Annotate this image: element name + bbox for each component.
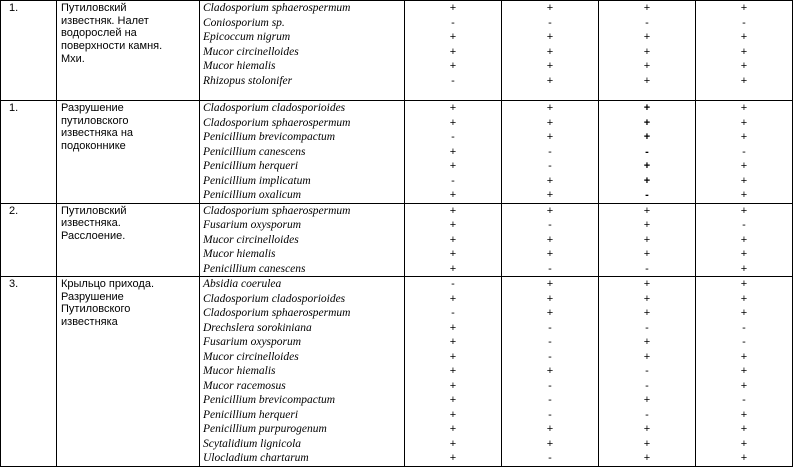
species-name: Mucor hiemalis: [203, 60, 276, 72]
presence-mark: +: [546, 292, 554, 305]
species-name: Mucor circinelloides: [203, 45, 299, 58]
presence-mark: +: [449, 189, 457, 201]
presence-mark: +: [546, 307, 554, 319]
presence-mark: +: [449, 160, 457, 172]
presence-mark: +: [546, 189, 554, 201]
presence-mark: -: [645, 16, 649, 29]
presence-mark: +: [449, 408, 457, 421]
presence-mark: +: [643, 394, 651, 406]
presence-mark: +: [643, 102, 651, 114]
presence-mark: +: [449, 219, 457, 231]
presence-mark: +: [740, 116, 748, 129]
presence-mark: -: [451, 174, 455, 187]
presence-mark: +: [546, 2, 554, 14]
presence-column-1: [405, 277, 502, 467]
presence-mark: +: [740, 292, 748, 305]
presence-column-3: [599, 277, 696, 467]
location-line: поверхности камня.: [61, 40, 163, 53]
presence-mark: -: [548, 321, 552, 334]
presence-mark: +: [546, 74, 554, 87]
species-name: Penicillium brevicompactum: [203, 394, 336, 406]
presence-column-2: [502, 101, 599, 204]
presence-column-3: [599, 1, 696, 101]
presence-mark: +: [740, 131, 748, 143]
species-name: Mucor circinelloides: [203, 350, 299, 363]
presence-mark: +: [643, 74, 651, 87]
presence-column-4: [696, 277, 793, 467]
presence-mark: +: [449, 31, 457, 43]
location-line: путиловского: [61, 114, 129, 127]
species-list: [200, 203, 405, 277]
presence-mark: +: [740, 350, 748, 363]
species-name: Scytalidium lignicola: [203, 437, 302, 450]
species-name: Cladosporium sphaerospermum: [203, 307, 351, 319]
species-name: Penicillium canescens: [203, 145, 306, 158]
species-name: Cladosporium sphaerospermum: [203, 116, 351, 129]
presence-column-1: [405, 1, 502, 101]
presence-mark: +: [546, 31, 554, 43]
presence-mark: +: [546, 365, 554, 377]
location-line: известняк. Налет: [61, 14, 149, 27]
presence-column-4: [696, 101, 793, 204]
presence-mark: +: [546, 131, 554, 143]
presence-mark: +: [643, 307, 651, 319]
presence-mark: -: [451, 278, 455, 290]
presence-mark: -: [548, 16, 552, 29]
presence-mark: +: [740, 31, 748, 43]
presence-mark: +: [449, 379, 457, 392]
species-name: Rhizopus stolonifer: [203, 74, 293, 87]
presence-mark: -: [548, 336, 552, 348]
presence-mark: -: [645, 145, 649, 158]
presence-mark: +: [449, 292, 457, 305]
presence-mark: +: [643, 336, 651, 348]
species-name: Fusarium oxysporum: [203, 336, 302, 348]
species-name: Ulocladium chartarum: [203, 452, 309, 464]
species-name: Cladosporium cladosporioides: [203, 102, 346, 114]
presence-mark: +: [740, 74, 748, 87]
row-spacer: [203, 88, 404, 100]
location-line: Крыльцо прихода.: [61, 278, 154, 290]
presence-mark: +: [546, 437, 554, 450]
location-line: Мхи.: [61, 52, 85, 65]
presence-mark: +: [449, 262, 457, 275]
presence-mark: +: [643, 219, 651, 231]
presence-mark: -: [742, 219, 746, 231]
presence-mark: +: [449, 321, 457, 334]
presence-mark: +: [546, 45, 554, 58]
presence-mark: +: [740, 365, 748, 377]
presence-mark: +: [643, 31, 651, 43]
location-line: Путиловский: [61, 204, 127, 217]
location-line: подоконнике: [61, 140, 126, 153]
presence-mark: -: [742, 145, 746, 158]
row-number: 3.: [1, 277, 57, 467]
location-description: [57, 277, 200, 467]
location-line: Путиловский: [61, 2, 127, 14]
presence-mark: +: [449, 423, 457, 435]
species-name: Mucor racemosus: [203, 379, 286, 392]
presence-mark: -: [645, 379, 649, 392]
species-name: Penicillium purpurogenum: [203, 423, 327, 435]
presence-mark: +: [643, 174, 651, 187]
presence-mark: +: [740, 379, 748, 392]
presence-mark: +: [449, 204, 457, 217]
species-name: Cladosporium cladosporioides: [203, 292, 346, 305]
presence-column-4: [696, 203, 793, 277]
presence-mark: +: [643, 160, 651, 172]
species-name: Cladosporium sphaerospermum: [203, 2, 351, 14]
presence-mark: -: [742, 16, 746, 29]
presence-column-1: [405, 203, 502, 277]
presence-mark: -: [742, 321, 746, 334]
presence-mark: -: [548, 452, 552, 464]
presence-mark: +: [546, 278, 554, 290]
presence-mark: +: [740, 102, 748, 114]
location-line: Разрушение: [61, 290, 124, 303]
presence-mark: +: [449, 116, 457, 129]
presence-mark: +: [740, 204, 748, 217]
presence-mark: -: [548, 160, 552, 172]
species-name: Penicillium herqueri: [203, 408, 299, 421]
presence-mark: +: [546, 248, 554, 260]
species-name: Mucor hiemalis: [203, 248, 276, 260]
presence-mark: +: [449, 248, 457, 260]
presence-mark: +: [546, 174, 554, 187]
species-name: Cladosporium sphaerospermum: [203, 204, 351, 217]
presence-mark: +: [740, 60, 748, 72]
location-line: известняка: [61, 316, 118, 329]
presence-mark: -: [548, 145, 552, 158]
presence-mark: +: [449, 452, 457, 464]
presence-mark: +: [740, 233, 748, 246]
location-line: известняка на: [61, 127, 134, 140]
presence-mark: +: [449, 394, 457, 406]
presence-mark: +: [740, 189, 748, 201]
presence-mark: +: [449, 60, 457, 72]
presence-mark: +: [740, 160, 748, 172]
presence-column-2: [502, 203, 599, 277]
presence-mark: -: [645, 262, 649, 275]
presence-mark: -: [645, 321, 649, 334]
species-name: Mucor hiemalis: [203, 365, 276, 377]
presence-mark: -: [645, 189, 649, 201]
species-name: Penicillium herqueri: [203, 160, 299, 172]
presence-mark: +: [643, 204, 651, 217]
location-line: Путиловского: [61, 303, 131, 316]
presence-mark: +: [449, 233, 457, 246]
row-number: 2.: [1, 203, 57, 277]
presence-mark: -: [548, 219, 552, 231]
presence-mark: +: [740, 408, 748, 421]
presence-mark: +: [449, 365, 457, 377]
table-row: [1, 101, 793, 204]
species-name: Coniosporium sp.: [203, 16, 285, 29]
presence-mark: +: [740, 452, 748, 464]
presence-mark: +: [740, 307, 748, 319]
presence-mark: +: [449, 102, 457, 114]
presence-mark: +: [449, 45, 457, 58]
presence-mark: +: [740, 437, 748, 450]
species-name: Penicillium implicatum: [203, 174, 311, 187]
presence-mark: +: [449, 2, 457, 14]
presence-column-1: [405, 101, 502, 204]
presence-mark: -: [742, 394, 746, 406]
species-name: Penicillium brevicompactum: [203, 131, 336, 143]
location-line: Расслоение.: [61, 229, 126, 242]
location-line: Разрушение: [61, 102, 124, 114]
location-line: известняка.: [61, 217, 121, 230]
presence-mark: +: [643, 2, 651, 14]
presence-mark: +: [740, 262, 748, 275]
species-name: Epicoccum nigrum: [203, 31, 291, 43]
presence-mark: +: [643, 233, 651, 246]
presence-mark: +: [449, 336, 457, 348]
species-list: [200, 277, 405, 467]
presence-mark: -: [548, 262, 552, 275]
presence-mark: -: [451, 131, 455, 143]
presence-mark: +: [643, 278, 651, 290]
presence-mark: +: [546, 102, 554, 114]
presence-mark: +: [643, 248, 651, 260]
presence-mark: +: [643, 292, 651, 305]
presence-mark: +: [643, 452, 651, 464]
table-row: [1, 277, 793, 467]
presence-mark: -: [548, 394, 552, 406]
species-name: Fusarium oxysporum: [203, 219, 302, 231]
presence-mark: -: [645, 365, 649, 377]
location-description: [57, 203, 200, 277]
row-number: 1.: [1, 1, 57, 101]
table-row: [1, 203, 793, 277]
presence-mark: -: [742, 336, 746, 348]
presence-mark: -: [451, 16, 455, 29]
presence-mark: -: [451, 74, 455, 87]
presence-mark: +: [740, 2, 748, 14]
presence-mark: +: [740, 174, 748, 187]
species-list: [200, 1, 405, 101]
presence-mark: +: [546, 60, 554, 72]
presence-mark: +: [643, 60, 651, 72]
presence-mark: +: [740, 248, 748, 260]
presence-mark: +: [643, 423, 651, 435]
presence-mark: +: [740, 45, 748, 58]
presence-column-2: [502, 277, 599, 467]
presence-mark: +: [740, 278, 748, 290]
presence-mark: +: [740, 423, 748, 435]
presence-mark: +: [643, 116, 651, 129]
presence-mark: -: [548, 408, 552, 421]
presence-mark: -: [548, 350, 552, 363]
species-list: [200, 101, 405, 204]
species-name: Absidia coerulea: [203, 278, 282, 290]
location-line: водорослей на: [61, 27, 137, 40]
location-description: [57, 101, 200, 204]
species-name: Mucor circinelloides: [203, 233, 299, 246]
species-name: Drechslera sorokiniana: [203, 321, 312, 334]
presence-column-4: [696, 1, 793, 101]
presence-mark: +: [643, 131, 651, 143]
presence-mark: +: [546, 423, 554, 435]
presence-mark: +: [449, 145, 457, 158]
presence-column-3: [599, 101, 696, 204]
presence-mark: -: [451, 307, 455, 319]
presence-mark: +: [643, 350, 651, 363]
presence-mark: +: [449, 437, 457, 450]
presence-mark: +: [449, 350, 457, 363]
table-body: [1, 1, 793, 467]
presence-column-2: [502, 1, 599, 101]
species-name: Penicillium oxalicum: [203, 189, 302, 201]
presence-mark: +: [643, 45, 651, 58]
presence-mark: +: [546, 204, 554, 217]
presence-mark: -: [645, 408, 649, 421]
location-description: [57, 1, 200, 101]
presence-column-3: [599, 203, 696, 277]
presence-mark: +: [546, 233, 554, 246]
row-number: 1.: [1, 101, 57, 204]
species-name: Penicillium canescens: [203, 262, 306, 275]
presence-mark: +: [643, 437, 651, 450]
presence-mark: -: [548, 379, 552, 392]
presence-mark: +: [546, 116, 554, 129]
table-row: [1, 1, 793, 101]
